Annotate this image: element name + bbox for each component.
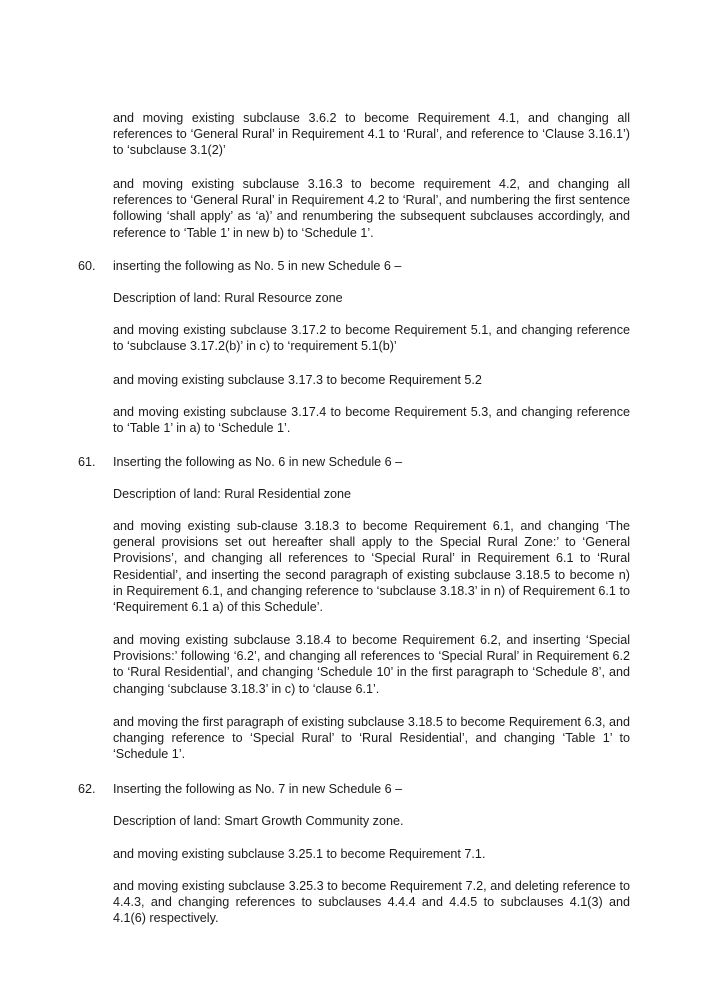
item-paragraph: and moving existing sub-clause 3.18.3 to become Requirement 6.1, and changing ‘The general provisions set out hereafter shall apply to the Special Rural Zone:’ to ‘General Provisions’, and changing all references to ‘Special Rural’ in Requirement 6.1 to ‘Rural Residential’, and inserting the second paragraph of existing subclause 3.18.5 to become n) in Requirement 6.1, and changing reference to ‘subclause 3.18.3’ in n) of Requirement 6.1 to ‘Requirement 6.1 a) of this Schedule’. [113, 519, 630, 615]
item-paragraph: and moving the first paragraph of existing subclause 3.18.5 to become Requirement 6.3, and changing reference to ‘Special Rural’ to ‘Rural Residential’, and changing ‘Table 1’ to ‘Schedule 1’. [113, 715, 630, 762]
intro-paragraph: and moving existing subclause 3.16.3 to become requirement 4.2, and changing all references to ‘General Rural’ in Requirement 4.2 to ‘Rural’, and numbering the first sentence following ‘shall apply’ as ‘a)’ and renumbering the subsequent subclauses accordingly, and reference to ‘Table 1’ in new b) to ‘Schedule 1’. [113, 177, 630, 240]
item-paragraph: and moving existing subclause 3.17.4 to become Requirement 5.3, and changing reference to ‘Table 1’ in a) to ‘Schedule 1’. [113, 405, 630, 436]
item-number: 60. [78, 259, 96, 273]
item-heading: Inserting the following as No. 7 in new Schedule 6 – [113, 782, 403, 796]
intro-paragraph: and moving existing subclause 3.6.2 to become Requirement 4.1, and changing all references to ‘General Rural’ in Requirement 4.1 to ‘Rural’, and reference to ‘Clause 3.16.1’) to ‘subclause 3.1(2)’ [113, 111, 630, 158]
land-description: Description of land: Smart Growth Community zone. [113, 814, 404, 828]
item-paragraph: and moving existing subclause 3.18.4 to become Requirement 6.2, and inserting ‘Special Provisions:’ following ‘6.2’, and changing all references to ‘Special Rural’ in Requirement 6.2 to ‘Rural Residential’, and changing ‘Schedule 10’ in the first paragraph to ‘Schedule 8’, and changing ‘subclause 3.18.3’ in c) to ‘clause 6.1’. [113, 633, 630, 696]
item-paragraph: and moving existing subclause 3.17.2 to become Requirement 5.1, and changing reference to ‘subclause 3.17.2(b)’ in c) to ‘requirement 5.1(b)’ [113, 323, 630, 354]
land-description: Description of land: Rural Residential zone [113, 487, 352, 501]
item-heading: inserting the following as No. 5 in new Schedule 6 – [113, 259, 402, 273]
item-paragraph: and moving existing subclause 3.25.1 to become Requirement 7.1. [113, 847, 486, 861]
item-number: 61. [78, 455, 96, 469]
item-paragraph: and moving existing subclause 3.25.3 to become Requirement 7.2, and deleting reference to 4.4.3, and changing references to subclauses 4.4.4 and 4.4.5 to subclauses 4.1(3) and 4.1(6) respectively. [113, 879, 630, 926]
item-heading: Inserting the following as No. 6 in new Schedule 6 – [113, 455, 403, 469]
land-description: Description of land: Rural Resource zone [113, 291, 343, 305]
item-paragraph: and moving existing subclause 3.17.3 to become Requirement 5.2 [113, 373, 482, 387]
item-number: 62. [78, 782, 96, 796]
